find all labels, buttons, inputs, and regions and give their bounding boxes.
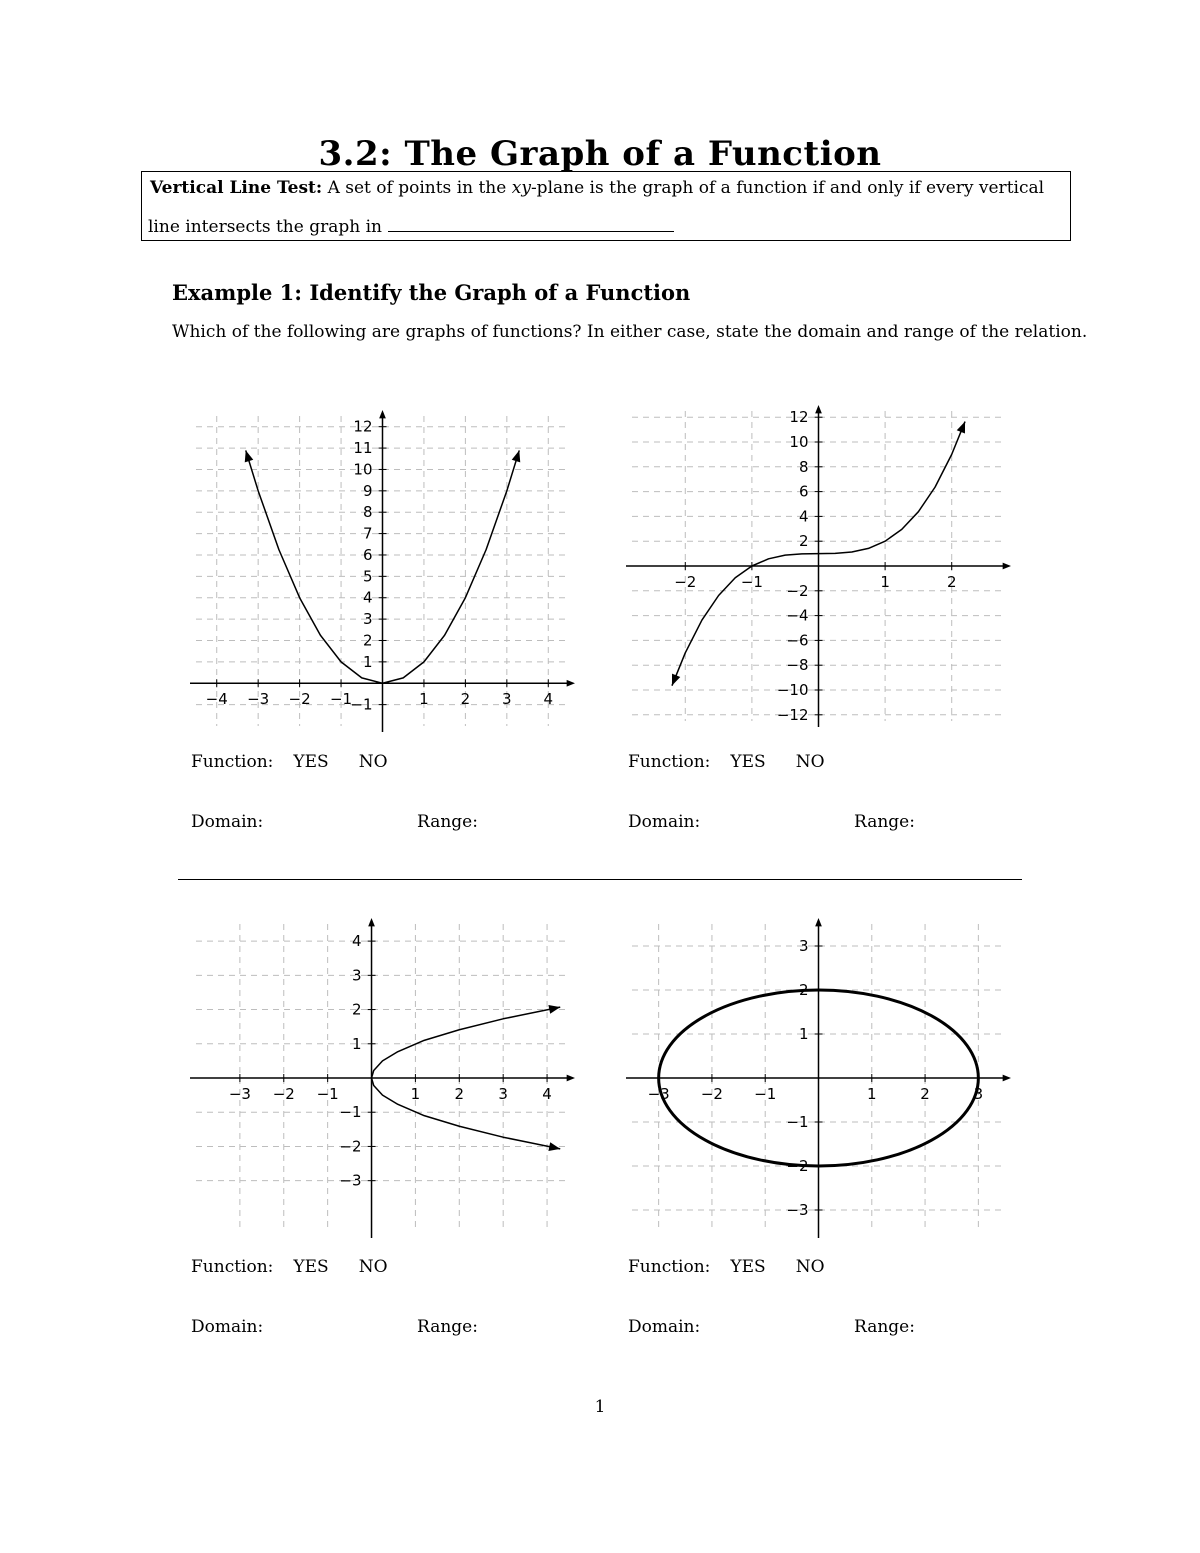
example-heading: Example 1: Identify the Graph of a Function — [172, 280, 691, 305]
function-label: Function: — [191, 1257, 274, 1277]
x-tick-label: −2 — [288, 690, 311, 709]
graph-sideways-parabola — [190, 918, 575, 1238]
x-tick-label: 2 — [460, 690, 471, 709]
x-axis-arrow-icon — [1003, 563, 1011, 570]
y-tick-label: 4 — [351, 932, 362, 951]
no-option[interactable]: NO — [358, 1257, 388, 1277]
graph-ellipse — [626, 918, 1011, 1238]
x-tick-label: 1 — [419, 690, 429, 709]
yes-option[interactable]: YES — [730, 1257, 766, 1277]
x-tick-label: −2 — [674, 573, 697, 591]
y-tick-label: 1 — [351, 1034, 362, 1053]
section-divider — [178, 879, 1022, 880]
y-tick-label: 12 — [353, 417, 373, 436]
y-tick-label: 9 — [362, 481, 373, 500]
definition-box — [141, 171, 1071, 241]
y-tick-label: 12 — [789, 408, 809, 427]
no-option[interactable]: NO — [795, 1257, 825, 1277]
x-tick-label: −1 — [316, 1085, 339, 1103]
y-tick-label: −4 — [786, 606, 809, 625]
example-prompt: Which of the following are graphs of functions? In either case, state the domain and range of the relation. — [172, 322, 1088, 342]
x-axis-arrow-icon — [1003, 1075, 1011, 1082]
y-tick-label: −12 — [776, 705, 809, 724]
x-tick-label: 2 — [920, 1085, 930, 1103]
function-label: Function: — [628, 752, 711, 772]
x-tick-label: −4 — [205, 690, 228, 709]
y-tick-label: −1 — [339, 1103, 362, 1122]
y-tick-label: 10 — [789, 433, 809, 451]
function-label: Function: — [191, 752, 274, 772]
y-tick-label: 8 — [362, 503, 373, 522]
domain-label: Domain: — [191, 812, 264, 832]
range-label: Range: — [854, 1317, 915, 1337]
y-tick-label: −3 — [786, 1201, 809, 1219]
y-tick-label: −8 — [786, 656, 809, 675]
x-tick-label: −1 — [754, 1085, 777, 1103]
range-label: Range: — [854, 812, 915, 832]
y-axis-arrow-icon — [379, 410, 386, 418]
domain-label: Domain: — [628, 812, 701, 832]
definition-line2-text: line intersects the graph in — [148, 217, 382, 237]
x-tick-label: −1 — [740, 573, 763, 591]
x-tick-label: −3 — [228, 1085, 251, 1103]
definition-variable: xy — [511, 178, 531, 198]
y-tick-label: 2 — [798, 532, 809, 551]
domain-label: Domain: — [191, 1317, 264, 1337]
x-tick-label: 4 — [542, 1085, 552, 1103]
yes-option[interactable]: YES — [293, 752, 329, 772]
yes-option[interactable]: YES — [730, 752, 766, 772]
x-tick-label: 1 — [410, 1085, 421, 1103]
y-tick-label: 3 — [351, 966, 362, 985]
y-tick-label: 4 — [362, 588, 373, 607]
definition-text-before: A set of points in the — [327, 178, 507, 198]
answer-blank[interactable] — [388, 217, 674, 232]
y-tick-label: 4 — [798, 507, 809, 526]
no-option[interactable]: NO — [795, 752, 825, 772]
page-number: 1 — [594, 1397, 606, 1417]
curve-start-arrow-icon — [245, 450, 254, 462]
x-tick-label: 3 — [502, 690, 512, 709]
x-tick-label: −2 — [700, 1085, 723, 1103]
x-tick-label: 2 — [454, 1085, 465, 1103]
function-question-3 — [191, 1257, 388, 1277]
y-axis-arrow-icon — [815, 405, 822, 413]
y-tick-label: −1 — [786, 1113, 809, 1131]
y-tick-label: −10 — [776, 681, 809, 699]
x-tick-label: 1 — [867, 1085, 877, 1103]
y-tick-label: 6 — [362, 545, 373, 564]
graph-parabola — [190, 410, 575, 732]
domain-label: Domain: — [628, 1317, 701, 1337]
x-axis-arrow-icon — [567, 680, 575, 687]
function-question-4 — [628, 1257, 825, 1277]
y-tick-label: 2 — [798, 981, 809, 999]
y-tick-label: −1 — [350, 695, 373, 714]
page-title: 3.2: The Graph of a Function — [318, 134, 882, 174]
y-tick-label: −2 — [786, 1157, 809, 1175]
curve-end-arrow-icon — [548, 1142, 560, 1151]
y-tick-label: −6 — [786, 631, 809, 650]
function-question-2 — [628, 752, 825, 772]
y-tick-label: 10 — [353, 460, 373, 479]
x-tick-label: 3 — [973, 1085, 984, 1103]
y-axis-arrow-icon — [815, 918, 822, 926]
x-tick-label: −2 — [272, 1085, 295, 1103]
y-tick-label: 1 — [362, 652, 373, 671]
yes-option[interactable]: YES — [293, 1257, 329, 1277]
definition-line-2 — [148, 217, 674, 237]
x-tick-label: 4 — [543, 690, 554, 709]
x-tick-label: 3 — [498, 1085, 508, 1103]
graph-cubic — [626, 405, 1011, 727]
range-label: Range: — [417, 1317, 478, 1337]
x-tick-label: −1 — [329, 690, 353, 709]
curve-start-arrow-icon — [548, 1005, 560, 1014]
x-tick-label: −3 — [647, 1085, 670, 1103]
definition-term: Vertical Line Test: — [150, 178, 323, 198]
y-tick-label: −2 — [339, 1137, 362, 1156]
x-tick-label: 1 — [880, 573, 890, 591]
x-tick-label: 2 — [946, 573, 957, 591]
y-tick-label: 2 — [351, 1000, 362, 1019]
x-tick-label: −3 — [247, 690, 270, 709]
y-tick-label: 2 — [362, 631, 373, 650]
y-tick-label: 6 — [798, 482, 809, 501]
y-tick-label: 5 — [362, 567, 373, 586]
y-tick-label: 3 — [362, 610, 373, 629]
y-tick-label: 7 — [362, 524, 373, 543]
curve-end-arrow-icon — [512, 450, 521, 462]
curve-start-arrow-icon — [672, 674, 680, 686]
definition-text-after: -plane is the graph of a function if and only if every vertical — [530, 178, 1045, 198]
y-tick-label: 8 — [798, 457, 809, 476]
y-tick-label: 1 — [798, 1025, 809, 1043]
range-label: Range: — [417, 812, 478, 832]
function-label: Function: — [628, 1257, 711, 1277]
curve-end-arrow-icon — [957, 422, 965, 434]
y-tick-label: 11 — [353, 439, 373, 458]
definition-line-1 — [150, 178, 1044, 198]
y-axis-arrow-icon — [368, 918, 375, 926]
function-question-1 — [191, 752, 388, 772]
x-axis-arrow-icon — [567, 1075, 575, 1082]
y-tick-label: −3 — [339, 1171, 362, 1190]
no-option[interactable]: NO — [358, 752, 388, 772]
y-tick-label: −2 — [786, 581, 809, 600]
y-tick-label: 3 — [798, 937, 809, 955]
